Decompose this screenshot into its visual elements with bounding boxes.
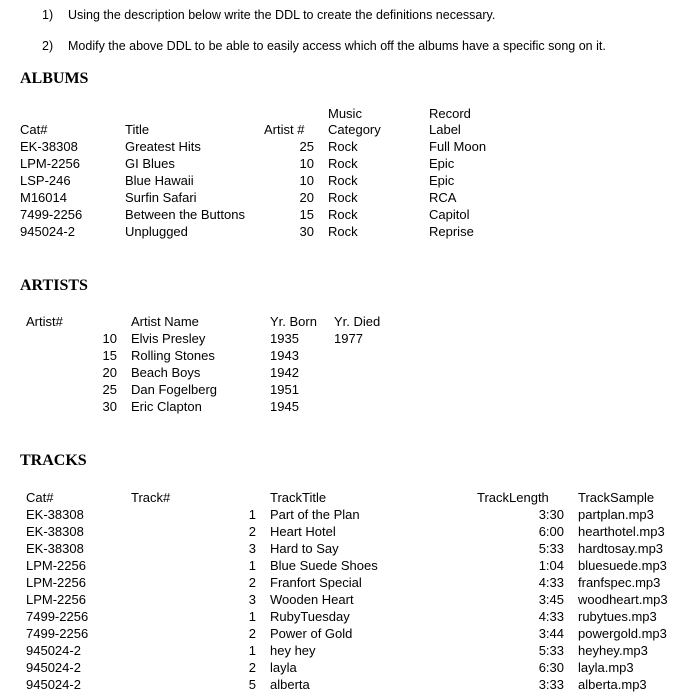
tracks-cell-length: 3:45 xyxy=(538,592,564,607)
tracks-cell-sample: partplan.mp3 xyxy=(578,507,654,522)
albums-header-title: Title xyxy=(125,122,150,137)
artists-cell-born: 1951 xyxy=(270,382,299,397)
albums-cell-artist: 10 xyxy=(299,173,314,188)
artists-cell-born: 1935 xyxy=(270,331,299,346)
albums-header-label: Label xyxy=(429,122,461,137)
tracks-cell-sample: alberta.mp3 xyxy=(578,677,647,692)
artists-header-name: Artist Name xyxy=(131,314,199,329)
albums-cell-title: Unplugged xyxy=(125,224,188,239)
tracks-cell-title: Heart Hotel xyxy=(270,524,336,539)
tracks-cell-length: 5:33 xyxy=(538,643,564,658)
tracks-cell-title: Power of Gold xyxy=(270,626,353,641)
albums-cell-category: Rock xyxy=(328,207,358,222)
tracks-cell-title: alberta xyxy=(270,677,310,692)
artists-header-died: Yr. Died xyxy=(334,314,381,329)
artists-cell-name: Eric Clapton xyxy=(131,399,202,414)
artists-cell-name: Rolling Stones xyxy=(131,348,215,363)
tracks-cell-sample: bluesuede.mp3 xyxy=(578,558,667,573)
artists-cell-id: 25 xyxy=(102,382,117,397)
albums-cell-artist: 20 xyxy=(299,190,314,205)
tracks-cell-title: Franfort Special xyxy=(270,575,362,590)
instruction-number-2: 2) xyxy=(42,39,54,53)
albums-cell-cat: 945024-2 xyxy=(20,224,75,239)
tracks-cell-cat: 7499-2256 xyxy=(26,626,89,641)
albums-cell-label: Reprise xyxy=(429,224,474,239)
albums-cell-label: Epic xyxy=(429,156,455,171)
tracks-heading: TRACKS xyxy=(20,452,87,469)
tracks-cell-track: 1 xyxy=(248,609,256,624)
artists-cell-id: 30 xyxy=(102,399,117,414)
albums-heading: ALBUMS xyxy=(20,70,89,87)
tracks-cell-track: 1 xyxy=(248,507,256,522)
tracks-cell-title: hey hey xyxy=(270,643,316,658)
tracks-header-title: TrackTitle xyxy=(270,490,327,505)
artists-cell-id: 15 xyxy=(102,348,117,363)
albums-cell-title: Surfin Safari xyxy=(125,190,197,205)
artists-cell-born: 1942 xyxy=(270,365,299,380)
tracks-cell-track: 2 xyxy=(248,626,256,641)
tracks-cell-sample: layla.mp3 xyxy=(578,660,634,675)
albums-header-category: Category xyxy=(328,122,381,137)
albums-cell-category: Rock xyxy=(328,173,358,188)
artists-heading: ARTISTS xyxy=(20,277,88,294)
tracks-cell-title: Hard to Say xyxy=(270,541,339,556)
artists-cell-died: 1977 xyxy=(334,331,363,346)
tracks-cell-sample: rubytues.mp3 xyxy=(578,609,657,624)
albums-cell-title: Between the Buttons xyxy=(125,207,245,222)
albums-cell-title: GI Blues xyxy=(125,156,175,171)
tracks-cell-track: 1 xyxy=(248,558,256,573)
albums-cell-label: Capitol xyxy=(429,207,470,222)
tracks-cell-track: 3 xyxy=(248,541,256,556)
artists-cell-born: 1945 xyxy=(270,399,299,414)
tracks-cell-cat: LPM-2256 xyxy=(26,575,86,590)
albums-cell-cat: EK-38308 xyxy=(20,139,78,154)
artists-header-id: Artist# xyxy=(26,314,63,329)
tracks-cell-cat: LPM-2256 xyxy=(26,558,86,573)
tracks-cell-cat: EK-38308 xyxy=(26,541,84,556)
albums-cell-artist: 25 xyxy=(299,139,314,154)
tracks-cell-sample: powergold.mp3 xyxy=(578,626,667,641)
albums-cell-category: Rock xyxy=(328,139,358,154)
albums-cell-label: Full Moon xyxy=(429,139,487,154)
albums-cell-title: Greatest Hits xyxy=(125,139,201,154)
albums-cell-artist: 10 xyxy=(299,156,314,171)
tracks-cell-length: 1:04 xyxy=(538,558,564,573)
tracks-cell-title: layla xyxy=(270,660,297,675)
tracks-cell-track: 2 xyxy=(248,575,256,590)
tracks-header-track: Track# xyxy=(131,490,171,505)
tracks-cell-track: 5 xyxy=(248,677,256,692)
albums-header-cat: Cat# xyxy=(20,122,48,137)
tracks-cell-length: 3:30 xyxy=(538,507,564,522)
artists-cell-name: Elvis Presley xyxy=(131,331,206,346)
tracks-cell-length: 3:33 xyxy=(538,677,564,692)
albums-header-music: Music xyxy=(328,106,362,121)
artists-cell-id: 10 xyxy=(102,331,117,346)
albums-cell-label: Epic xyxy=(429,173,455,188)
tracks-cell-length: 3:44 xyxy=(538,626,564,641)
artists-cell-id: 20 xyxy=(102,365,117,380)
artists-cell-born: 1943 xyxy=(270,348,299,363)
tracks-header-cat: Cat# xyxy=(26,490,54,505)
tracks-header-sample: TrackSample xyxy=(578,490,655,505)
tracks-cell-cat: EK-38308 xyxy=(26,507,84,522)
tracks-cell-length: 4:33 xyxy=(538,575,564,590)
instruction-number-1: 1) xyxy=(42,8,54,22)
tracks-cell-length: 6:30 xyxy=(538,660,564,675)
albums-cell-cat: M16014 xyxy=(20,190,67,205)
tracks-cell-track: 3 xyxy=(248,592,256,607)
tracks-cell-title: Part of the Plan xyxy=(270,507,360,522)
tracks-cell-length: 6:00 xyxy=(538,524,564,539)
albums-cell-category: Rock xyxy=(328,224,358,239)
albums-cell-category: Rock xyxy=(328,190,358,205)
tracks-cell-cat: EK-38308 xyxy=(26,524,84,539)
albums-cell-label: RCA xyxy=(429,190,457,205)
albums-cell-cat: 7499-2256 xyxy=(20,207,83,222)
tracks-cell-length: 4:33 xyxy=(538,609,564,624)
albums-header-record: Record xyxy=(429,106,471,121)
albums-cell-category: Rock xyxy=(328,156,358,171)
albums-cell-title: Blue Hawaii xyxy=(125,173,194,188)
tracks-cell-cat: 7499-2256 xyxy=(26,609,89,624)
tracks-cell-cat: 945024-2 xyxy=(26,677,81,692)
tracks-cell-sample: hardtosay.mp3 xyxy=(578,541,664,556)
tracks-cell-track: 1 xyxy=(248,643,256,658)
artists-cell-name: Dan Fogelberg xyxy=(131,382,217,397)
tracks-cell-cat: 945024-2 xyxy=(26,643,81,658)
albums-cell-cat: LSP-246 xyxy=(20,173,71,188)
tracks-cell-title: Wooden Heart xyxy=(270,592,354,607)
tracks-cell-cat: 945024-2 xyxy=(26,660,81,675)
albums-cell-cat: LPM-2256 xyxy=(20,156,80,171)
tracks-cell-track: 2 xyxy=(248,524,256,539)
tracks-cell-sample: franfspec.mp3 xyxy=(578,575,661,590)
tracks-cell-sample: hearthotel.mp3 xyxy=(578,524,665,539)
tracks-cell-title: Blue Suede Shoes xyxy=(270,558,378,573)
tracks-cell-cat: LPM-2256 xyxy=(26,592,86,607)
albums-header-artist: Artist # xyxy=(264,122,305,137)
tracks-cell-sample: woodheart.mp3 xyxy=(578,592,668,607)
tracks-cell-title: RubyTuesday xyxy=(270,609,350,624)
instruction-text-1: Using the description below write the DDL to create the definitions necessary. xyxy=(68,8,496,22)
albums-cell-artist: 15 xyxy=(299,207,314,222)
artists-header-born: Yr. Born xyxy=(270,314,317,329)
tracks-header-length: TrackLength xyxy=(477,490,549,505)
albums-cell-artist: 30 xyxy=(299,224,314,239)
instruction-text-2: Modify the above DDL to be able to easily access which off the albums have a specific song on it. xyxy=(68,39,606,53)
tracks-cell-track: 2 xyxy=(248,660,256,675)
tracks-cell-length: 5:33 xyxy=(538,541,564,556)
tracks-cell-sample: heyhey.mp3 xyxy=(578,643,648,658)
artists-cell-name: Beach Boys xyxy=(131,365,201,380)
